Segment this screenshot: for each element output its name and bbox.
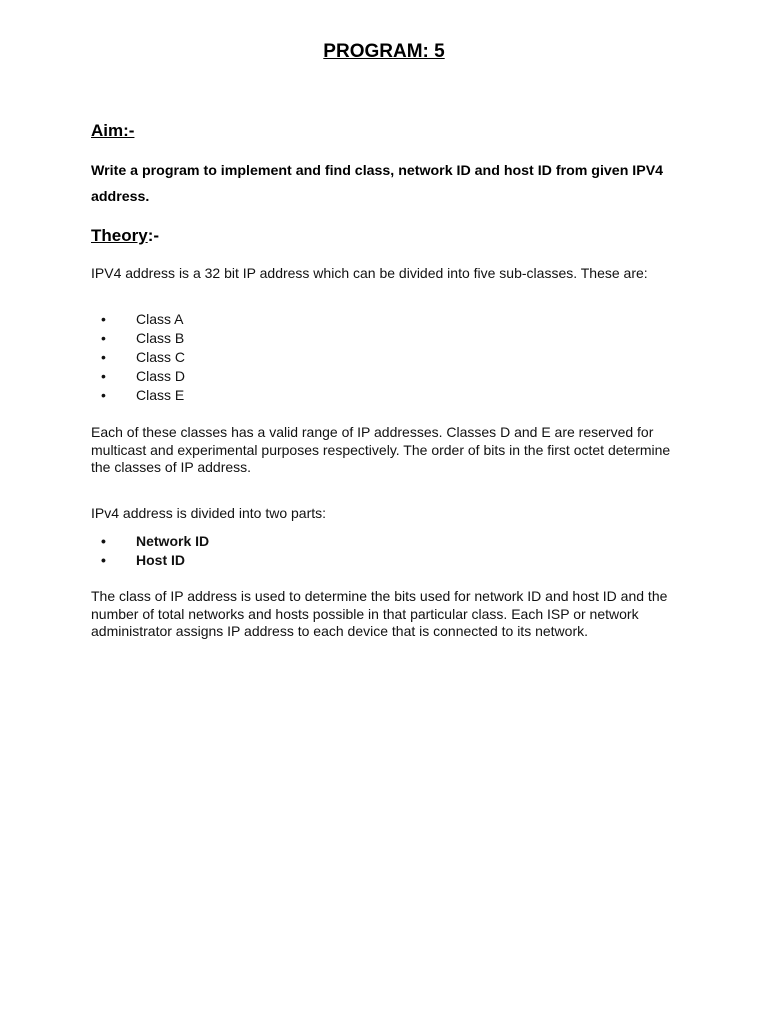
- bullet-icon: •: [101, 387, 106, 403]
- bullet-icon: •: [101, 368, 106, 384]
- bullet-icon: •: [101, 533, 106, 549]
- list-item: [91, 329, 185, 348]
- parts-intro-paragraph: IPv4 address is divided into two parts:: [91, 505, 327, 521]
- theory-heading-suffix: :-: [147, 226, 160, 245]
- list-item: [91, 532, 209, 551]
- list-item-label: Class C: [136, 349, 186, 365]
- bullet-icon: •: [101, 349, 106, 365]
- theory-heading-label: Theory: [91, 226, 148, 245]
- list-item-label: Class E: [136, 387, 185, 403]
- ip-classes-list: [91, 310, 185, 405]
- bullet-icon: •: [101, 552, 106, 568]
- aim-heading: Aim:-: [91, 121, 135, 140]
- list-item-label: Class D: [136, 368, 186, 384]
- list-item: [91, 348, 185, 367]
- bullet-icon: •: [101, 330, 106, 346]
- list-item-label: Host ID: [136, 552, 185, 568]
- theory-intro-paragraph: IPV4 address is a 32 bit IP address which can be divided into five sub-classes. These are:: [91, 265, 648, 281]
- page-title: PROGRAM: 5: [323, 41, 445, 62]
- address-parts-list: [91, 532, 209, 570]
- list-item: [91, 367, 185, 386]
- list-item-label: Network ID: [136, 533, 210, 549]
- list-item: [91, 551, 209, 570]
- bullet-icon: •: [101, 311, 106, 327]
- theory-heading: [91, 225, 159, 247]
- list-item: [91, 310, 185, 329]
- class-ranges-paragraph: Each of these classes has a valid range of IP addresses. Classes D and E are reserved for multicast and experimental purposes respectively. The order of bits in the first octet determine the classes of IP address.: [91, 424, 671, 475]
- list-item-label: Class B: [136, 330, 185, 346]
- closing-paragraph: The class of IP address is used to determine the bits used for network ID and host ID and the number of total networks and hosts possible in that particular class. Each ISP or network administrator assigns IP address to each device that is connected to its network.: [91, 588, 668, 639]
- list-item-label: Class A: [136, 311, 184, 327]
- list-item: [91, 386, 185, 405]
- aim-text: Write a program to implement and find class, network ID and host ID from given IPV4 address.: [91, 163, 664, 205]
